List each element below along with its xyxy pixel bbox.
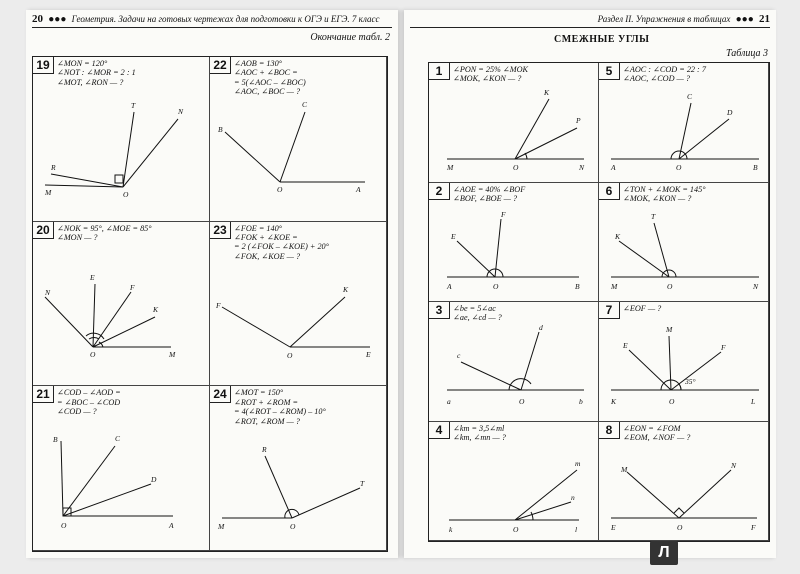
svg-text:T: T [131, 101, 136, 110]
problem-text: ∠AOC : ∠COD = 22 : 7 ∠AOC, ∠COD — ? [623, 65, 706, 84]
svg-text:M: M [447, 163, 454, 172]
svg-text:E: E [611, 522, 616, 532]
ornament-icon: ●●● [735, 14, 754, 25]
svg-text:O: O [513, 524, 519, 534]
svg-text:A: A [169, 521, 174, 531]
svg-text:M: M [666, 325, 673, 334]
svg-text:F: F [721, 343, 726, 352]
problem-cell-2 [429, 183, 599, 303]
problem-cell-22 [210, 57, 387, 222]
problem-number: 21 [33, 386, 54, 403]
left-problem-grid [32, 56, 388, 552]
svg-text:C: C [115, 434, 121, 444]
diagram-23 [210, 222, 387, 387]
svg-text:C: C [302, 100, 308, 109]
svg-text:M: M [45, 188, 52, 197]
svg-text:c: c [457, 351, 461, 360]
problem-number: 8 [599, 422, 620, 439]
problem-text: ∠EON = ∠FOM ∠EOM, ∠NOF — ? [623, 423, 691, 442]
problem-number: 7 [599, 302, 620, 319]
svg-text:F: F [130, 282, 135, 292]
svg-text:R: R [51, 163, 56, 172]
problem-number: 24 [210, 386, 231, 403]
ornament-icon: ●●● [48, 14, 67, 25]
problem-cell-6 [599, 183, 769, 303]
publisher-logo-icon: Л [650, 541, 678, 565]
svg-text:M: M [621, 464, 628, 474]
problem-number: 5 [599, 63, 620, 80]
svg-text:M: M [169, 349, 176, 359]
svg-text:a: a [447, 397, 451, 406]
svg-text:K: K [343, 284, 349, 294]
svg-text:O: O [61, 521, 67, 531]
right-page [404, 10, 776, 558]
svg-text:K: K [615, 231, 621, 241]
problem-cell-24 [210, 386, 387, 551]
problem-number: 3 [429, 302, 450, 319]
svg-text:A: A [611, 163, 616, 172]
svg-text:L: L [751, 397, 756, 406]
problem-text: ∠EOF — ? [623, 304, 662, 313]
problem-cell-1 [429, 63, 599, 183]
svg-text:F: F [751, 522, 756, 532]
problem-text: ∠TON + ∠MOK = 145° ∠MOK, ∠KON — ? [623, 184, 706, 203]
svg-text:O: O [493, 281, 499, 291]
svg-text:E: E [623, 341, 628, 350]
left-subheader: Окончание табл. 2 [310, 32, 390, 43]
svg-text:N: N [178, 107, 184, 116]
svg-text:T: T [651, 211, 656, 221]
problem-text: ∠FOE = 140° ∠FOK + ∠KOE = = 2 (∠FOK – ∠KOE) + 20° ∠FOK, ∠KOE — ? [234, 223, 329, 261]
problem-text: ∠MON = 120° ∠NOT : ∠MOR = 2 : 1 ∠MOT, ∠RON — ? [57, 59, 136, 87]
svg-text:N: N [45, 287, 51, 297]
right-problem-grid [428, 62, 770, 542]
svg-text:d: d [539, 323, 543, 332]
svg-text:O: O [519, 397, 525, 406]
diagram-2 [429, 183, 599, 302]
diagram-24 [210, 386, 387, 551]
table-label: Таблица 3 [726, 48, 768, 59]
problem-number: 22 [210, 57, 231, 74]
svg-text:R: R [262, 445, 267, 455]
problem-number: 4 [429, 422, 450, 439]
svg-text:M: M [218, 522, 225, 532]
problem-cell-5 [599, 63, 769, 183]
left-page [26, 10, 398, 558]
svg-text:E: E [90, 272, 95, 282]
diagram-20 [33, 222, 210, 387]
problem-cell-8 [599, 422, 769, 542]
svg-text:N: N [753, 281, 759, 291]
problem-text: ∠PON = 25% ∠MOK ∠MOK, ∠KON — ? [453, 65, 528, 84]
svg-text:b: b [579, 397, 583, 406]
problem-cell-3 [429, 302, 599, 422]
left-header-title: Геометрия. Задачи на готовых чертежах для подготовки к ОГЭ и ЕГЭ. 7 класс [71, 14, 380, 24]
problem-text: ∠AOB = 130° ∠AOC + ∠BOC = = 5(∠AOC – ∠BOC) ∠AOC, ∠BOC — ? [234, 59, 306, 97]
svg-text:k: k [449, 524, 453, 534]
problem-cell-19 [33, 57, 210, 222]
diagram-21 [33, 386, 210, 551]
svg-text:O: O [277, 185, 283, 194]
problem-text: ∠COD – ∠AOD = = ∠BOC – ∠COD ∠COD — ? [57, 388, 121, 417]
svg-text:O: O [513, 163, 519, 172]
svg-text:F: F [216, 300, 221, 310]
svg-text:O: O [287, 350, 293, 360]
section-title: СМЕЖНЫЕ УГЛЫ [554, 34, 650, 45]
problem-text: ∠MOT = 150° ∠ROT + ∠ROM = = 4(∠ROT – ∠ROM) – 10° ∠ROT, ∠ROM — ? [234, 388, 326, 426]
diagram-6 [599, 183, 769, 302]
svg-text:O: O [669, 397, 675, 406]
problem-cell-20 [33, 222, 210, 387]
diagram-1 [429, 63, 599, 182]
svg-text:O: O [677, 522, 683, 532]
svg-text:T: T [360, 479, 365, 489]
problem-cell-21 [33, 386, 210, 551]
problem-number: 23 [210, 222, 231, 239]
problem-number: 19 [33, 57, 54, 74]
svg-text:D: D [727, 108, 733, 117]
svg-text:D: D [151, 475, 157, 485]
problem-number: 1 [429, 63, 450, 80]
problem-number: 2 [429, 183, 450, 200]
svg-text:M: M [611, 281, 618, 291]
problem-number: 6 [599, 183, 620, 200]
diagram-5 [599, 63, 769, 182]
svg-text:B: B [53, 435, 58, 445]
svg-text:C: C [687, 92, 693, 101]
problem-text: ∠AOE = 40% ∠BOF ∠BOF, ∠BOE — ? [453, 184, 526, 203]
left-page-number: 20 [32, 13, 43, 25]
diagram-4 [429, 422, 599, 541]
svg-text:35°: 35° [685, 377, 696, 386]
problem-text: ∠km = 3,5∠ml ∠km, ∠mn — ? [453, 423, 506, 442]
svg-text:K: K [611, 397, 617, 406]
diagram-8 [599, 422, 769, 541]
problem-number: 20 [33, 222, 54, 239]
svg-text:E: E [451, 231, 456, 241]
svg-text:n: n [571, 492, 575, 502]
right-page-number: 21 [759, 13, 770, 25]
diagram-3 [429, 302, 599, 421]
problem-cell-7 [599, 302, 769, 422]
svg-text:N: N [731, 460, 737, 470]
svg-text:A: A [356, 185, 361, 194]
svg-text:B: B [218, 125, 223, 134]
svg-text:O: O [90, 349, 96, 359]
svg-text:E: E [366, 349, 371, 359]
svg-text:l: l [575, 524, 578, 534]
svg-text:K: K [544, 88, 550, 97]
svg-text:K: K [153, 304, 159, 314]
svg-text:P: P [576, 116, 581, 125]
problem-text: ∠NOK = 95°, ∠MOE = 85° ∠MON — ? [57, 223, 152, 243]
diagram-7 [599, 302, 769, 421]
svg-text:N: N [579, 163, 585, 172]
diagram-22 [210, 57, 387, 222]
left-page-header [32, 13, 392, 28]
right-page-header [410, 13, 770, 28]
problem-cell-4 [429, 422, 599, 542]
svg-text:B: B [753, 163, 758, 172]
problem-cell-23 [210, 222, 387, 387]
problem-text: ∠be = 5∠ac ∠ae, ∠cd — ? [453, 304, 502, 323]
svg-text:O: O [676, 163, 682, 172]
svg-text:O: O [290, 522, 296, 532]
svg-text:O: O [123, 190, 129, 199]
diagram-19 [33, 57, 210, 222]
svg-text:A: A [447, 281, 452, 291]
svg-text:O: O [667, 281, 673, 291]
svg-text:F: F [501, 209, 506, 219]
right-header-title: Раздел II. Упражнения в таблицах [597, 14, 731, 24]
svg-text:B: B [575, 281, 580, 291]
svg-text:m: m [575, 458, 581, 468]
